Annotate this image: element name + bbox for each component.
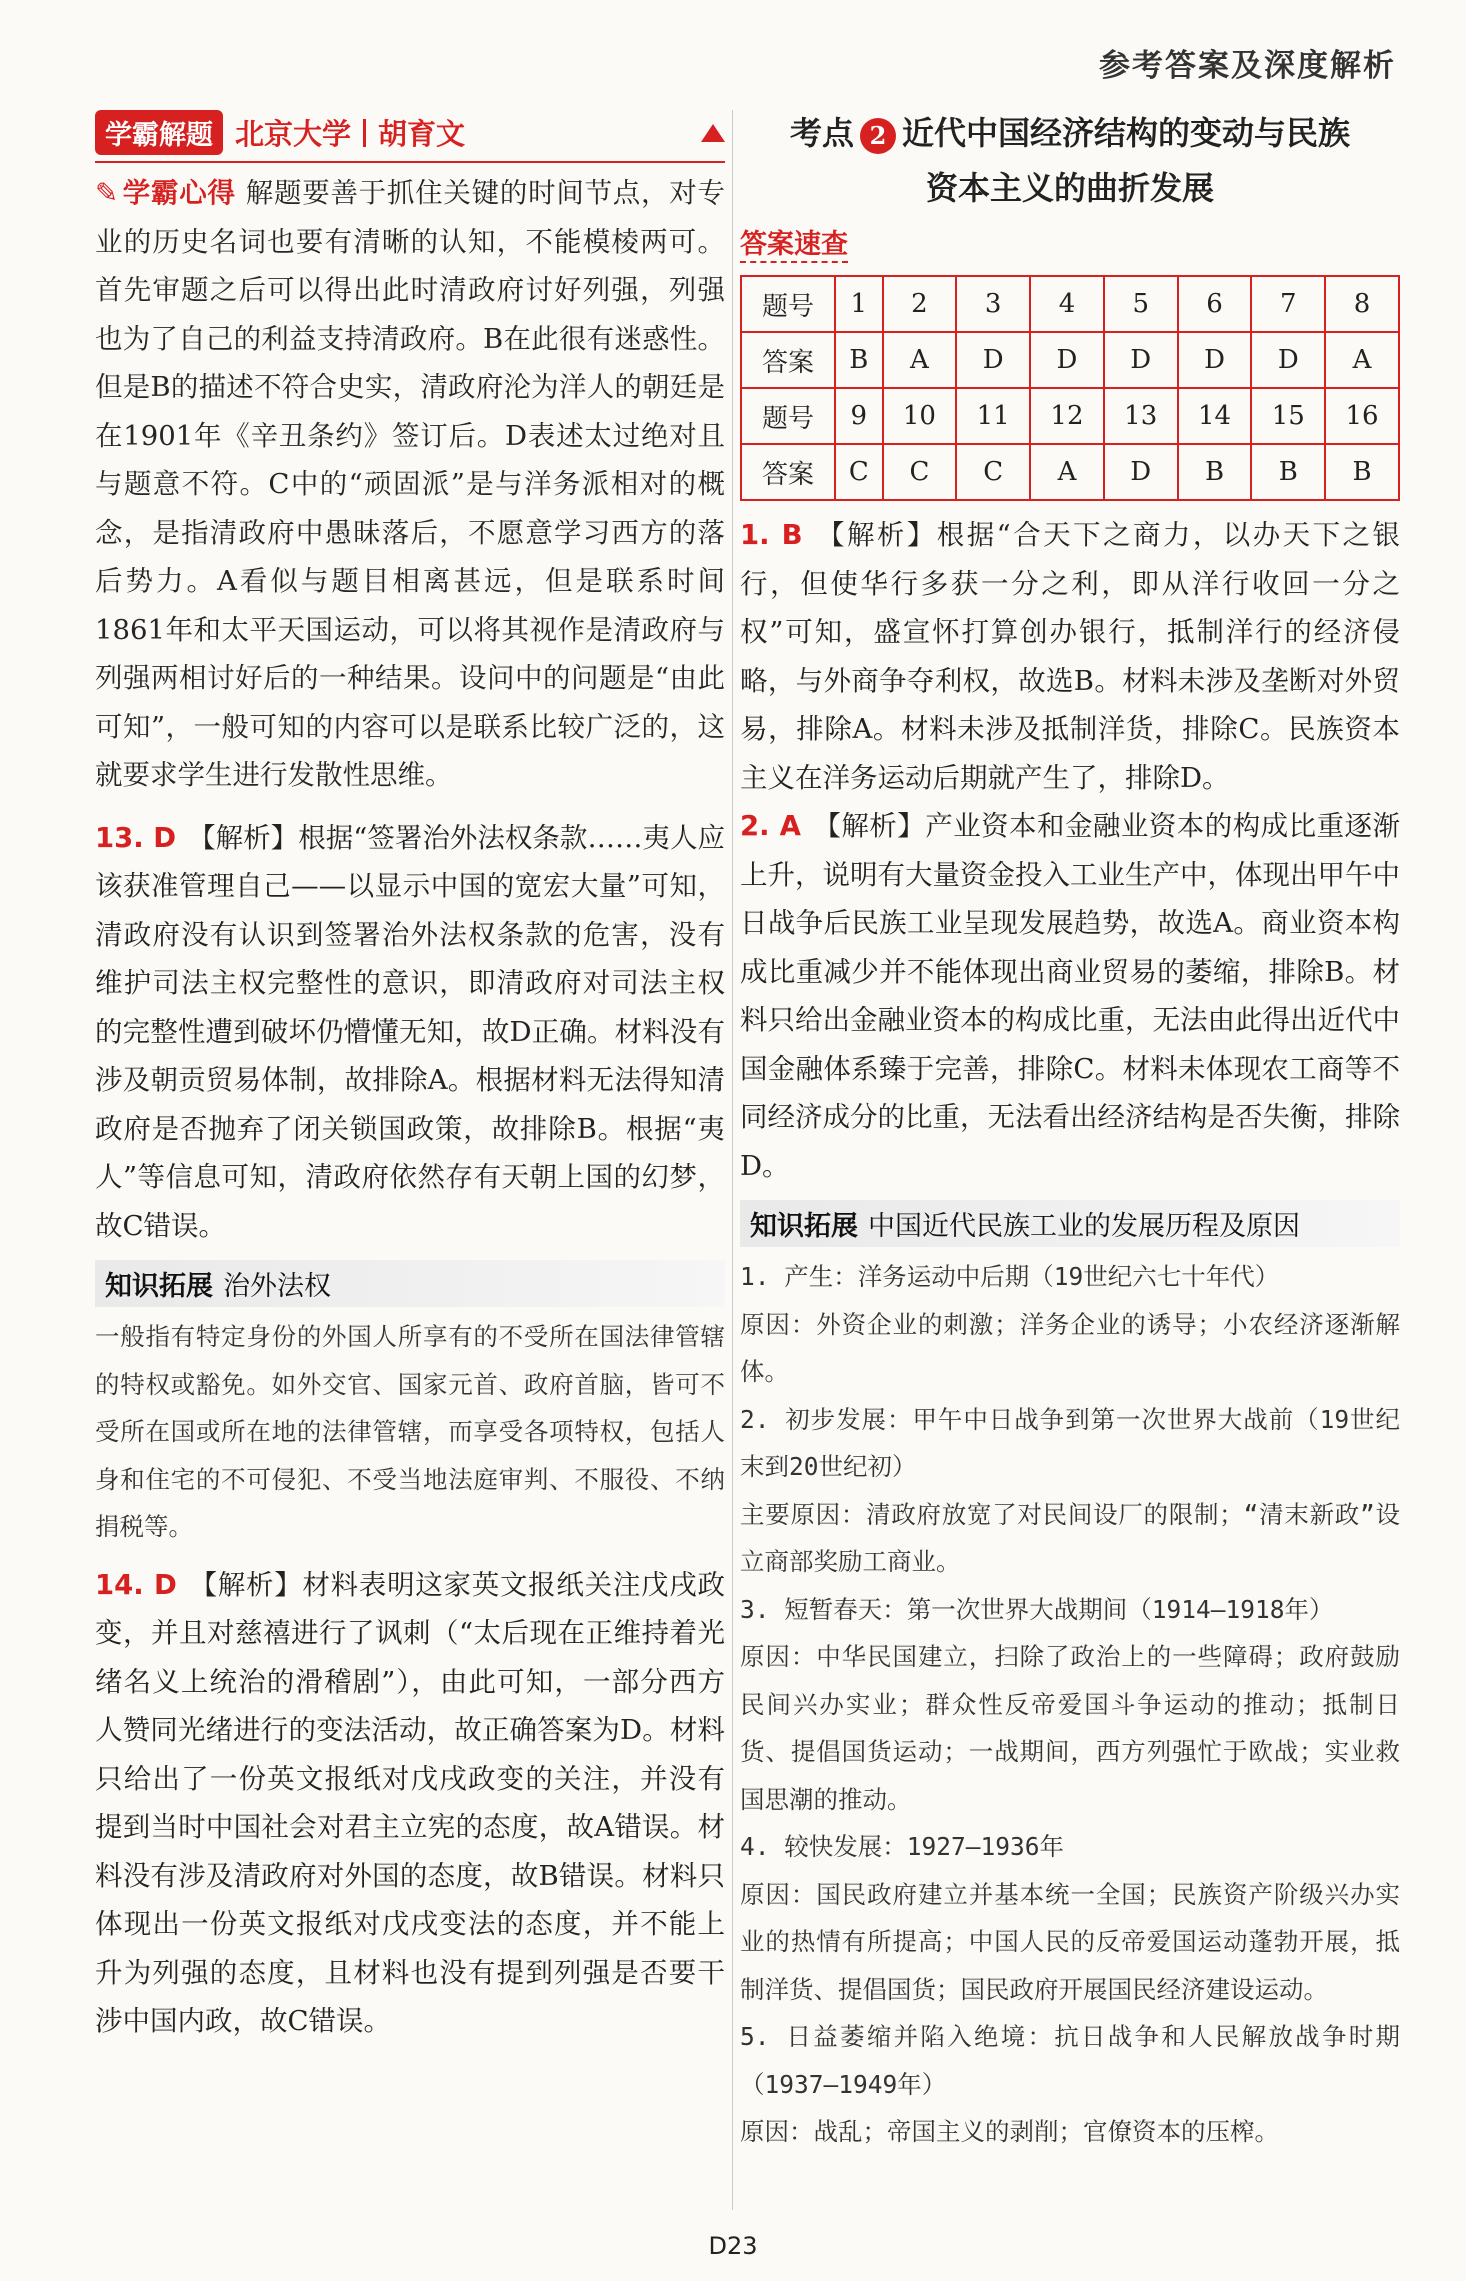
table-cell: 5 — [1104, 276, 1178, 332]
extension-line: 原因：国民政府建立并基本统一全国；民族资产阶级兴办实业的热情有所提高；中国人民的反帝爱国运动蓬勃开展，抵制洋货、提倡国货；国民政府开展国民经济建设运动。 — [740, 1879, 1400, 2004]
table-cell: 14 — [1178, 388, 1252, 444]
table-cell: 16 — [1325, 388, 1399, 444]
answer-quick-label: 答案速查 — [740, 222, 848, 263]
table-cell: C — [883, 444, 957, 500]
extension-label: 知识拓展 — [105, 1271, 213, 1302]
extension-text: 一般指有特定身份的外国人所享有的不受所在国法律管辖的特权或豁免。如外交官、国家元首、政府首脑，皆可不受所在国或所在地的法律管辖，而享受各项特权，包括人身和住宅的不可侵犯、不受当地法庭审判、不服役、不纳捐税等。 — [95, 1322, 725, 1541]
answer-2-text: 【解析】产业资本和金融业资本的构成比重逐渐上升，说明有大量资金投入工业生产中，体现出甲午中日战争后民族工业呈现发展趋势，故选A。商业资本构成比重减少并不能体现出商业贸易的萎缩，排除B。材料只给出金融业资本的构成比重，无法由此得出近代中国金融体系臻于完善，排除C。材料未体现农工商等不同经济成分的比重，无法看出经济结构是否失衡，排除D。 — [740, 810, 1400, 1182]
table-cell: 11 — [956, 388, 1030, 444]
insight-text: 解题要善于抓住关键的时间节点，对专业的历史名词也要有清晰的认知，不能模棱两可。首先审题之后可以得出此时清政府讨好列强，列强也为了自己的利益支持清政府。B在此很有迷惑性。但是B的描述不符合史实，清政府沦为洋人的朝廷是在1901年《辛丑条约》签订后。D表述太过绝对且与题意不符。C中的“顽固派”是与洋务派相对的概念，是指清政府中愚昧落后，不愿意学习西方的落后势力。A看似与题目相离甚远，但是联系时间1861年和太平天国运动，可以将其视作是清政府与列强两相讨好后的一种结果。设问中的问题是“由此可知”，一般可知的内容可以是联系比较广泛的，这就要求学生进行发散性思维。 — [95, 177, 726, 791]
table-cell: D — [956, 332, 1030, 388]
table-row — [741, 276, 1399, 332]
right-column — [740, 110, 1400, 2156]
extension-line: 3. 短暂春天：第一次世界大战期间（1914—1918年） — [740, 1594, 1334, 1624]
kp-prefix: 考点 — [789, 114, 854, 152]
answer-14 — [95, 1561, 725, 2046]
table-cell: B — [1178, 444, 1252, 500]
table-cell: B — [1251, 444, 1325, 500]
extension-line: 原因：中华民国建立，扫除了政治上的一些障碍；政府鼓励民间兴办实业；群众性反帝爱国斗争运动的推动；抵制日货、提倡国货运动；一战期间，西方列强忙于欧战；实业救国思潮的推动。 — [740, 1642, 1400, 1814]
extension-topic: 治外法权 — [223, 1271, 331, 1302]
extension-line: 原因：外资企业的刺激；洋务企业的诱导；小农经济逐渐解体。 — [740, 1309, 1400, 1386]
left-column — [95, 110, 725, 2046]
answer-1 — [740, 511, 1400, 802]
table-cell: 15 — [1251, 388, 1325, 444]
table-cell: 题号 — [741, 276, 835, 332]
table-row — [741, 332, 1399, 388]
answer-2-number: 2. A — [740, 810, 801, 842]
table-cell: 答案 — [741, 444, 835, 500]
table-cell: C — [835, 444, 883, 500]
answer-14-text: 【解析】材料表明这家英文报纸关注戊戌政变，并且对慈禧进行了讽刺（“太后现在正维持着光绪名义上统治的滑稽剧”），由此可知，一部分西方人赞同光绪进行的变法活动，故正确答案为D。材料只给出了一份英文报纸对戊戌政变的关注，并没有提到当时中国社会对君主立宪的态度，故A错误。材料没有涉及清政府对外国的态度，故B错误。材料只体现出一份英文报纸对戊戌变法的态度，并不能上升为列强的态度，且材料也没有提到列强是否要干涉中国内政，故C错误。 — [95, 1568, 725, 2037]
table-cell: 8 — [1325, 276, 1399, 332]
table-cell: 13 — [1104, 388, 1178, 444]
knowledge-extension-bar — [740, 1200, 1400, 1247]
table-cell: A — [1030, 444, 1104, 500]
column-divider — [732, 110, 733, 2210]
table-cell: 12 — [1030, 388, 1104, 444]
table-cell: D — [1104, 332, 1178, 388]
kp-title-line2: 资本主义的曲折发展 — [925, 169, 1214, 207]
kp-title — [740, 106, 1400, 216]
table-cell: B — [1325, 444, 1399, 500]
insight-label: 学霸心得 — [122, 177, 236, 209]
answer-1-number: 1. B — [740, 519, 803, 551]
banner-separator — [363, 119, 366, 147]
answer-13 — [95, 814, 725, 1251]
table-cell: D — [1251, 332, 1325, 388]
page-number: D23 — [708, 2232, 758, 2260]
table-cell: 答案 — [741, 332, 835, 388]
table-cell: 7 — [1251, 276, 1325, 332]
pen-icon: ✎ — [95, 177, 119, 209]
table-cell: D — [1030, 332, 1104, 388]
answer-2 — [740, 802, 1400, 1190]
extension-line: 1. 产生：洋务运动中后期（19世纪六七十年代） — [740, 1262, 1280, 1291]
table-cell: A — [883, 332, 957, 388]
answer-14-number: 14. D — [95, 1568, 177, 1601]
table-cell: 6 — [1178, 276, 1252, 332]
extension-line: 5. 日益萎缩并陷入绝境：抗日战争和人民解放战争时期（1937—1949年） — [740, 2022, 1400, 2099]
expert-school: 北京大学 — [235, 117, 352, 151]
expert-banner — [95, 110, 725, 163]
extension-topic: 中国近代民族工业的发展历程及原因 — [868, 1211, 1300, 1242]
table-cell: C — [956, 444, 1030, 500]
table-cell: B — [835, 332, 883, 388]
answer-13-number: 13. D — [95, 821, 177, 854]
extension-list — [740, 1253, 1400, 2156]
expert-badge: 学霸解题 — [95, 110, 223, 155]
table-cell: 2 — [883, 276, 957, 332]
extension-line: 4. 较快发展：1927—1936年 — [740, 1832, 1065, 1861]
table-cell: 3 — [956, 276, 1030, 332]
table-cell: A — [1325, 332, 1399, 388]
knowledge-extension-bar — [95, 1260, 725, 1307]
table-cell: 9 — [835, 388, 883, 444]
answer-13-text: 【解析】根据“签署治外法权条款……夷人应该获准管理自己——以显示中国的宽宏大量”可知，清政府没有认识到签署治外法权条款的危害，没有维护司法主权完整性的意识，即清政府对司法主权的完整性遭到破坏仍懵懂无知，故D正确。材料没有涉及朝贡贸易体制，故排除A。根据材料无法得知清政府是否抛弃了闭关锁国政策，故排除B。根据“夷人”等信息可知，清政府依然存有天朝上国的幻梦，故C错误。 — [95, 821, 726, 1242]
triangle-icon — [701, 124, 725, 142]
table-row — [741, 388, 1399, 444]
extension-line: 2. 初步发展：甲午中日战争到第一次世界大战前（19世纪末到20世纪初） — [740, 1404, 1400, 1481]
table-cell: D — [1178, 332, 1252, 388]
expert-name: 胡育文 — [378, 117, 466, 151]
extension-line: 原因：战乱；帝国主义的剥削；官僚资本的压榨。 — [740, 2117, 1279, 2146]
answer-table — [740, 275, 1400, 501]
page-header: 参考答案及深度解析 — [1099, 48, 1396, 84]
kp-number: 2 — [860, 118, 896, 154]
table-row — [741, 444, 1399, 500]
expert-insight — [95, 169, 725, 800]
table-cell: 10 — [883, 388, 957, 444]
extension-line: 主要原因：清政府放宽了对民间设厂的限制；“清末新政”设立商部奖励工商业。 — [740, 1499, 1400, 1576]
table-cell: 4 — [1030, 276, 1104, 332]
kp-title-line1: 近代中国经济结构的变动与民族 — [902, 114, 1351, 152]
answer-1-text: 【解析】根据“合天下之商力，以办天下之银行，但使华行多获一分之利，即从洋行收回一分之权”可知，盛宣怀打算创办银行，抵制洋行的经济侵略，与外商争夺利权，故选B。材料未涉及垄断对外贸易，排除A。材料未涉及抵制洋货，排除C。民族资本主义在洋务运动后期就产生了，排除D。 — [740, 519, 1400, 794]
table-cell: 题号 — [741, 388, 835, 444]
table-cell: D — [1104, 444, 1178, 500]
extension-label: 知识拓展 — [750, 1211, 858, 1242]
table-cell: 1 — [835, 276, 883, 332]
